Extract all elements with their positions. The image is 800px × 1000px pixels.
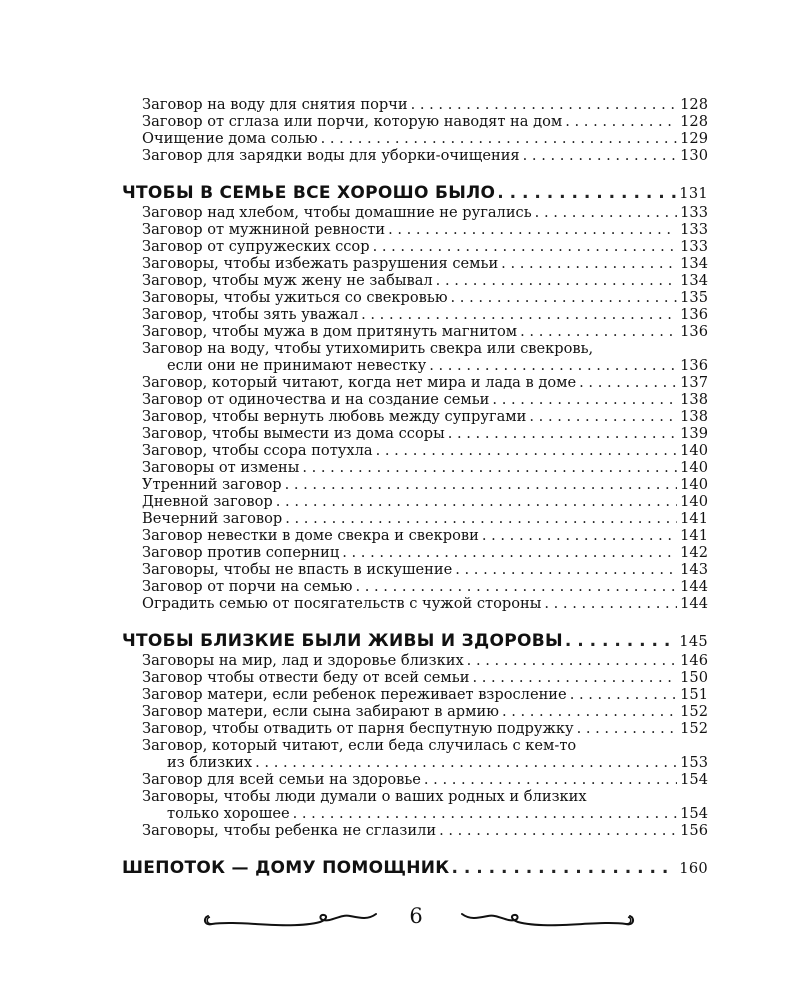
toc-entry-line1: Заговор, который читают, если беда случилась с кем-то [142,737,577,754]
toc-entry-title: Заговор, чтобы вернуть любовь между супругами [142,408,527,425]
toc-entry-page-number: 156 [680,822,708,839]
dot-leader [424,771,677,788]
toc-entry-page-number: 133 [680,238,708,255]
dot-leader [276,493,677,510]
toc-entry-page-number: 140 [680,459,708,476]
toc-entry-title: Заговор над хлебом, чтобы домашние не ругались [142,204,532,221]
toc-entry-title: Заговор, чтобы мужа в дом притянуть магнитом [142,323,518,340]
toc-entry [122,822,708,839]
dot-leader [355,578,677,595]
toc-entry-title: Заговор для зарядки воды для уборки-очищения [142,147,520,164]
dot-leader [497,182,676,204]
toc-entry-page-number: 146 [680,652,708,669]
toc-entry-title: Заговор от мужниной ревности [142,221,386,238]
toc-entry [122,544,708,561]
toc-entry-page-number: 140 [680,442,708,459]
dot-leader [565,113,677,130]
dot-leader [285,510,677,527]
toc-entry [122,459,708,476]
toc-entry-page-number: 138 [680,408,708,425]
toc-entry [122,510,708,527]
toc-entry [122,130,708,147]
toc-entry-title: Заговор на воду для снятия порчи [142,96,408,113]
toc-entry [122,652,708,669]
toc-entry-title: если они не принимают невестку [167,357,427,374]
toc-entry-page-number: 141 [680,510,708,527]
dot-leader [502,703,677,720]
toc-entry [122,686,708,703]
toc-entry [122,238,708,255]
toc-entry-page-number: 152 [680,703,708,720]
toc-entry-title: из близких [167,754,253,771]
toc-entry-title: Заговор чтобы отвести беду от всей семьи [142,669,470,686]
dot-leader [451,857,676,879]
toc-entry-page-number: 130 [680,147,708,164]
dot-leader [529,408,677,425]
dot-leader [570,686,677,703]
right-flourish-ornament [458,904,638,932]
toc-entry-title: Заговор, чтобы ссора потухла [142,442,373,459]
dot-leader [467,652,677,669]
toc-entry [122,255,708,272]
toc-entry-title: Вечерний заговор [142,510,283,527]
toc-entry-page-number: 136 [680,357,708,374]
page-number: 6 [409,904,423,928]
toc-entry-page-number: 152 [680,720,708,737]
dot-leader [321,130,677,147]
dot-leader [376,442,677,459]
toc-entry [122,493,708,510]
toc-entry-page-number: 153 [680,754,708,771]
toc-entry [122,147,708,164]
section-heading [122,630,708,652]
section-heading-page-number: 145 [679,633,708,650]
toc-entry-title: Заговор от одиночества и на создание семьи [142,391,490,408]
toc-entry-title: Оградить семью от посягательств с чужой стороны [142,595,542,612]
dot-leader [492,391,677,408]
toc-entry [122,720,708,737]
dot-leader [302,459,677,476]
dot-leader [285,476,677,493]
section-heading [122,857,708,879]
dot-leader [411,96,677,113]
toc-entry-title: Заговор невестки в доме свекра и свекрови [142,527,479,544]
toc-entry-title: Заговоры, чтобы ребенка не сглазили [142,822,437,839]
toc-entry [122,289,708,306]
toc-entry-title: Заговор, чтобы вымести из дома ссоры [142,425,445,442]
page-footer [200,900,640,936]
toc-entry-title: Заговоры от измены [142,459,300,476]
dot-leader [451,289,677,306]
section-heading-title: ЧТОБЫ БЛИЗКИЕ БЫЛИ ЖИВЫ И ЗДОРОВЫ [122,631,563,651]
dot-leader [448,425,677,442]
toc-entry-title: Заговор, который читают, когда нет мира и лада в доме [142,374,577,391]
toc-entry [122,323,708,340]
toc-entry-page-number: 139 [680,425,708,442]
dot-leader [255,754,677,771]
toc-entry-page-number: 138 [680,391,708,408]
toc-entry-line1: Заговоры, чтобы люди думали о ваших родных и близких [142,788,587,805]
toc-entry [122,306,708,323]
section-heading [122,182,708,204]
dot-leader [373,238,677,255]
toc-entry-page-number: 140 [680,493,708,510]
dot-leader [472,669,677,686]
toc-entry-page-number: 140 [680,476,708,493]
toc-entry-page-number: 144 [680,595,708,612]
toc-entry-title: Очищение дома солью [142,130,318,147]
section-gap [122,612,708,630]
toc-entry-page-number: 144 [680,578,708,595]
toc-entry-page-number: 150 [680,669,708,686]
toc-entry-title: Утренний заговор [142,476,282,493]
dot-leader [293,805,677,822]
dot-leader [501,255,677,272]
toc-entry-title: Заговор матери, если сына забирают в армию [142,703,499,720]
toc-entry-page-number: 128 [680,113,708,130]
toc-entry [122,771,708,788]
toc-entry-page-number: 128 [680,96,708,113]
toc-entry [122,476,708,493]
dot-leader [388,221,677,238]
dot-leader [520,323,677,340]
left-flourish-ornament [200,904,380,932]
toc-entry [122,754,708,771]
toc-entry-title: Заговор для всей семьи на здоровье [142,771,421,788]
toc-entry [122,113,708,130]
toc-entry-page-number: 154 [680,771,708,788]
toc-entry-page-number: 134 [680,255,708,272]
toc-entry-page-number: 142 [680,544,708,561]
toc-entry-page-number: 136 [680,323,708,340]
dot-leader [361,306,677,323]
table-of-contents [122,96,708,879]
section-heading-page-number: 131 [679,185,708,202]
toc-entry-title: Заговоры, чтобы избежать разрушения семьи [142,255,499,272]
toc-entry-title: Заговор против соперниц [142,544,340,561]
toc-entry-page-number: 136 [680,306,708,323]
dot-leader [482,527,677,544]
section-heading-title: ЧТОБЫ В СЕМЬЕ ВСЕ ХОРОШО БЫЛО [122,183,496,203]
dot-leader [455,561,677,578]
toc-entry-page-number: 135 [680,289,708,306]
toc-entry [122,578,708,595]
toc-entry [122,408,708,425]
section-gap [122,164,708,182]
toc-entry [122,357,708,374]
toc-entry [122,595,708,612]
toc-entry-title: Дневной заговор [142,493,273,510]
dot-leader [523,147,677,164]
dot-leader [342,544,677,561]
section-gap [122,839,708,857]
toc-entry-title: Заговор от супружеских ссор [142,238,370,255]
toc-entry [122,805,708,822]
toc-entry [122,272,708,289]
toc-entry [122,391,708,408]
dot-leader [439,822,677,839]
toc-entry-title: Заговор, чтобы муж жену не забывал [142,272,433,289]
toc-entry-page-number: 134 [680,272,708,289]
dot-leader [429,357,677,374]
toc-entry-title: Заговор от порчи на семью [142,578,353,595]
dot-leader [579,374,677,391]
toc-entry-page-number: 137 [680,374,708,391]
toc-entry-title: Заговор, чтобы отвадить от парня беспутную подружку [142,720,574,737]
toc-entry-page-number: 154 [680,805,708,822]
toc-entry [122,561,708,578]
dot-leader [535,204,677,221]
toc-entry-page-number: 133 [680,204,708,221]
toc-entry-page-number: 143 [680,561,708,578]
toc-entry [122,703,708,720]
toc-entry-title: Заговоры на мир, лад и здоровье близких [142,652,464,669]
dot-leader [544,595,677,612]
toc-entry-title: Заговор от сглаза или порчи, которую наводят на дом [142,113,563,130]
toc-entry-title: только хорошее [167,805,290,822]
toc-entry-page-number: 151 [680,686,708,703]
toc-entry [122,442,708,459]
toc-entry [122,96,708,113]
toc-entry [122,425,708,442]
toc-entry [122,669,708,686]
toc-entry [122,374,708,391]
toc-entry-title: Заговор, чтобы зять уважал [142,306,359,323]
toc-entry-page-number: 141 [680,527,708,544]
toc-entry-page-number: 129 [680,130,708,147]
toc-entry-title: Заговоры, чтобы ужиться со свекровью [142,289,448,306]
toc-entry [122,221,708,238]
section-heading-title: ШЕПОТОК — ДОМУ ПОМОЩНИК [122,858,450,878]
toc-entry [122,204,708,221]
dot-leader [577,720,677,737]
dot-leader [565,630,676,652]
toc-entry-title: Заговоры, чтобы не впасть в искушение [142,561,453,578]
toc-entry-page-number: 133 [680,221,708,238]
toc-entry-title: Заговор матери, если ребенок переживает взросление [142,686,567,703]
section-heading-page-number: 160 [679,860,708,877]
toc-entry-line1: Заговор на воду, чтобы утихомирить свекра или свекровь, [142,340,594,357]
dot-leader [436,272,677,289]
toc-entry [122,527,708,544]
